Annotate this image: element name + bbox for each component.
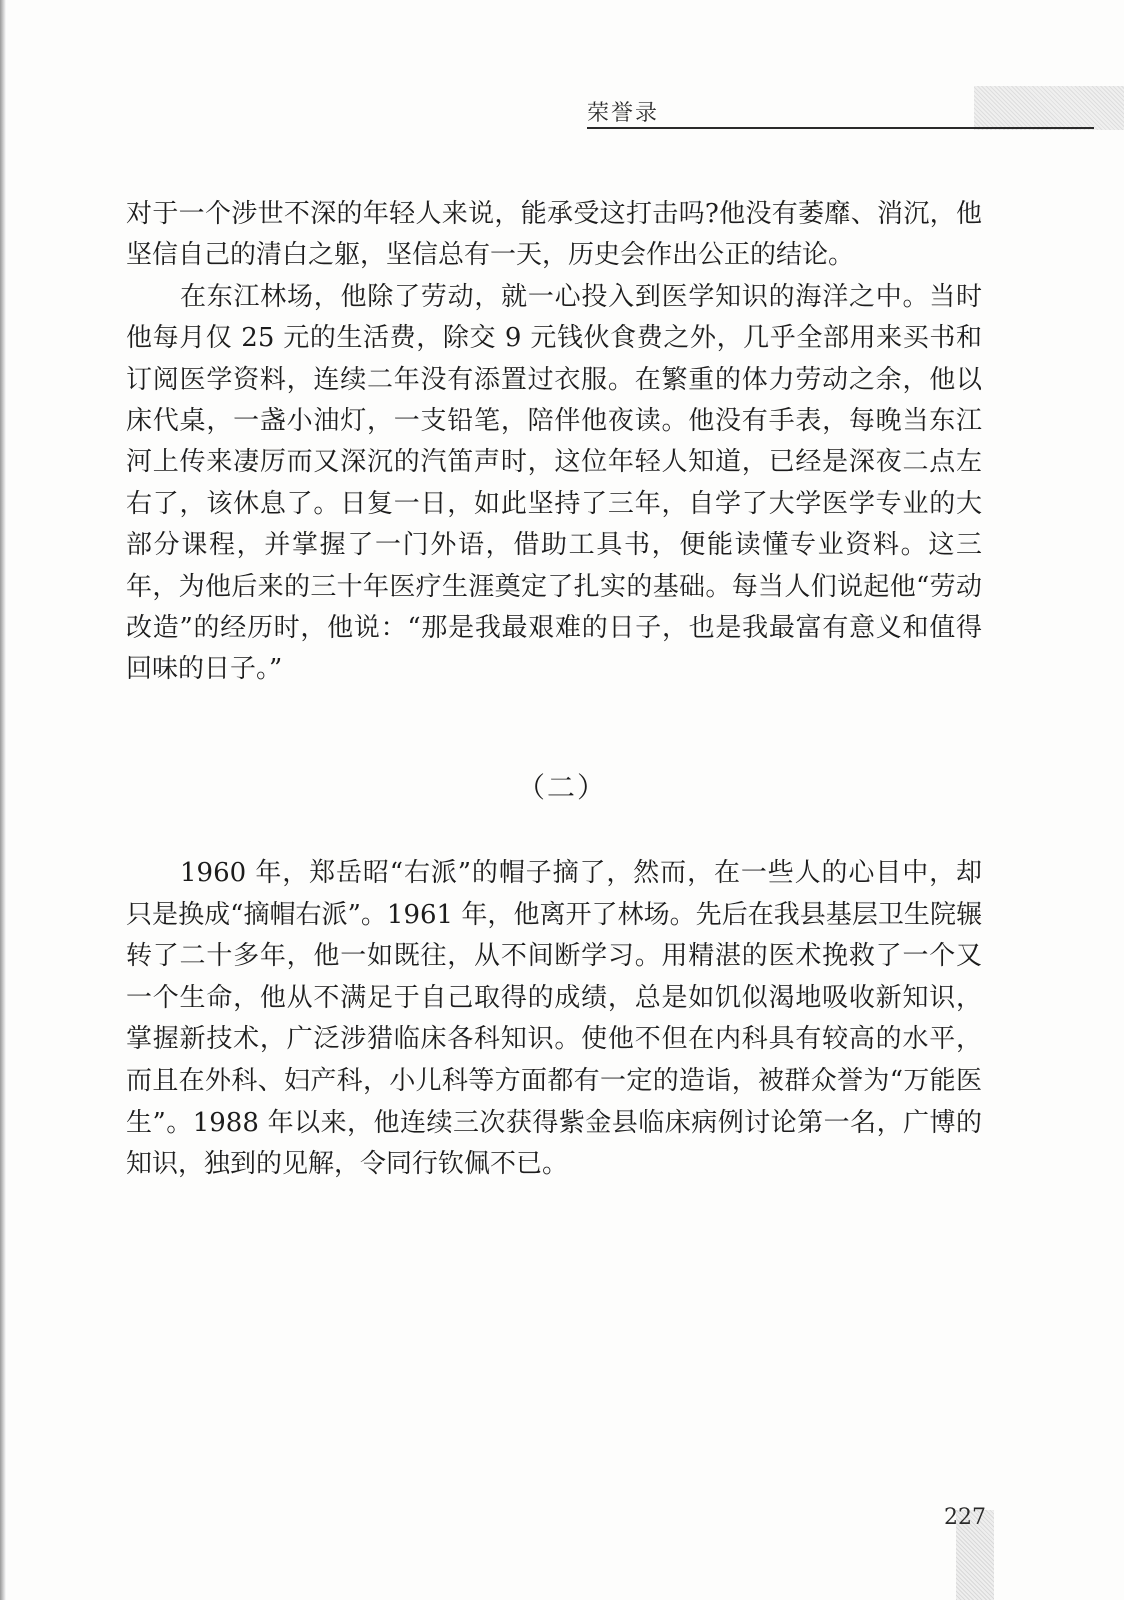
scan-shading-top [974,86,1124,130]
running-header: 荣誉录 [587,101,660,126]
paragraph: 1960 年，郑岳昭“右派”的帽子摘了，然而，在一些人的心目中，却只是换成“摘帽右派”。1961 年，他离开了林场。先后在我县基层卫生院辗转了二十多年，他一如既往，从不间断学习。用精湛的医术挽救了一个又一个生命，他从不满足于自己取得的成绩，总是如饥似渴地吸收新知识，掌握新技术，广泛涉猎临床各科知识。使他不但在内科具有较高的水平，而且在外科、妇产科，小儿科等方面都有一定的造诣，被群众誉为“万能医生”。1988 年以来，他连续三次获得紫金县临床病例讨论第一名，广博的知识，独到的见解，令同行钦佩不已。 [126,858,982,1180]
section-1-body [126,194,982,691]
header-rule [587,127,1094,129]
page-number: 227 [944,1505,986,1530]
section-2-body [126,853,982,1186]
paragraph: 在东江林场，他除了劳动，就一心投入到医学知识的海洋之中。当时他每月仅 25 元的生活费，除交 9 元钱伙食费之外，几乎全部用来买书和订阅医学资料，连续二年没有添置过衣服。在繁重的体力劳动之余，他以床代桌，一盏小油灯，一支铅笔，陪伴他夜读。他没有手表，每晚当东江河上传来凄厉而又深沉的汽笛声时，这位年轻人知道，已经是深夜二点左右了，该休息了。日复一日，如此坚持了三年，自学了大学医学专业的大部分课程，并掌握了一门外语，借助工具书，便能读懂专业资料。这三年，为他后来的三十年医疗生涯奠定了扎实的基础。每当人们说起他“劳动改造”的经历时，他说：“那是我最艰难的日子，也是我最富有意义和值得回味的日子。” [126,281,982,685]
paragraph: 对于一个涉世不深的年轻人来说，能承受这打击吗?他没有萎靡、消沉，他坚信自己的清白之躯，坚信总有一天，历史会作出公正的结论。 [126,199,982,271]
section-heading: （二） [516,771,607,804]
